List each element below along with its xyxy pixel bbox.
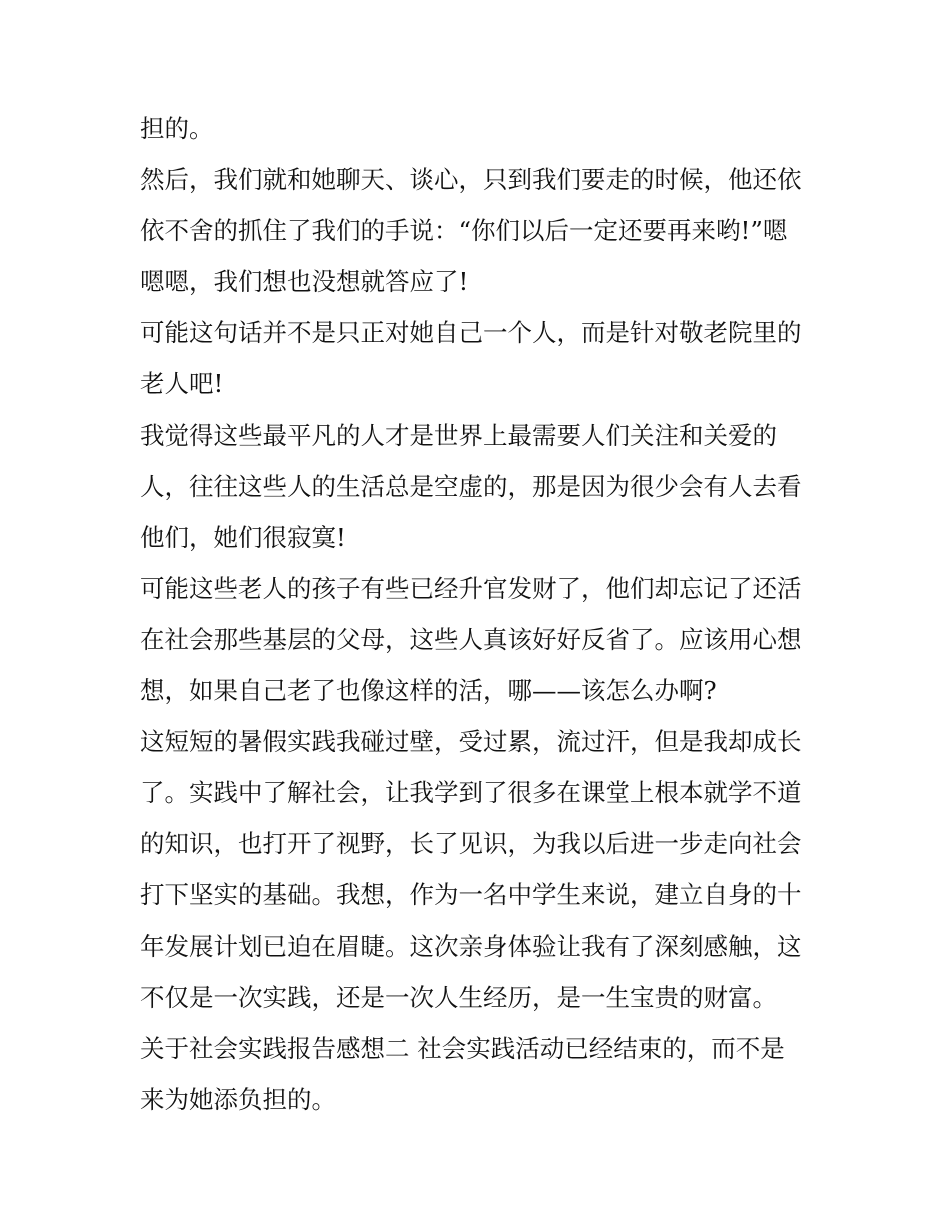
text-line: 人，往往这些人的生活总是空虚的，那是因为很少会有人去看: [140, 471, 802, 501]
text-line: 不仅是一次实践，还是一次人生经历，是一生宝贵的财富。: [140, 982, 777, 1012]
text-line: 想，如果自己老了也像这样的活，哪——该怎么办啊?: [140, 676, 717, 706]
text-line: 老人吧!: [140, 369, 224, 399]
text-line: 关于社会实践报告感想二 社会实践活动已经结束的，而不是: [140, 1033, 785, 1063]
text-line: 嗯嗯，我们想也没想就答应了!: [140, 267, 469, 297]
text-line: 打下坚实的基础。我想，作为一名中学生来说，建立自身的十: [140, 880, 802, 910]
text-line: 了。实践中了解社会，让我学到了很多在课堂上根本就学不道: [140, 778, 802, 808]
text-line: 可能这句话并不是只正对她自己一个人，而是针对敬老院里的: [140, 318, 802, 348]
text-line: 这短短的暑假实践我碰过壁，受过累，流过汗，但是我却成长: [140, 727, 802, 757]
text-line: 年发展计划已迫在眉睫。这次亲身体验让我有了深刻感触，这: [140, 931, 802, 961]
text-line: 他们，她们很寂寞!: [140, 522, 346, 552]
text-line: 在社会那些基层的父母，这些人真该好好反省了。应该用心想: [140, 624, 802, 654]
text-line: 担的。: [140, 114, 214, 143]
text-line: 依不舍的抓住了我们的手说：“你们以后一定还要再来哟!”嗯: [140, 216, 788, 246]
text-line: 的知识，也打开了视野，长了见识，为我以后进一步走向社会: [140, 829, 802, 859]
text-line: 可能这些老人的孩子有些已经升官发财了，他们却忘记了还活: [140, 573, 802, 603]
text-line: 然后，我们就和她聊天、谈心，只到我们要走的时候，他还依: [140, 165, 802, 195]
text-line: 来为她添负担的。: [140, 1084, 336, 1114]
text-line: 我觉得这些最平凡的人才是世界上最需要人们关注和关爱的: [140, 420, 777, 450]
body-text: [140, 103, 820, 1125]
